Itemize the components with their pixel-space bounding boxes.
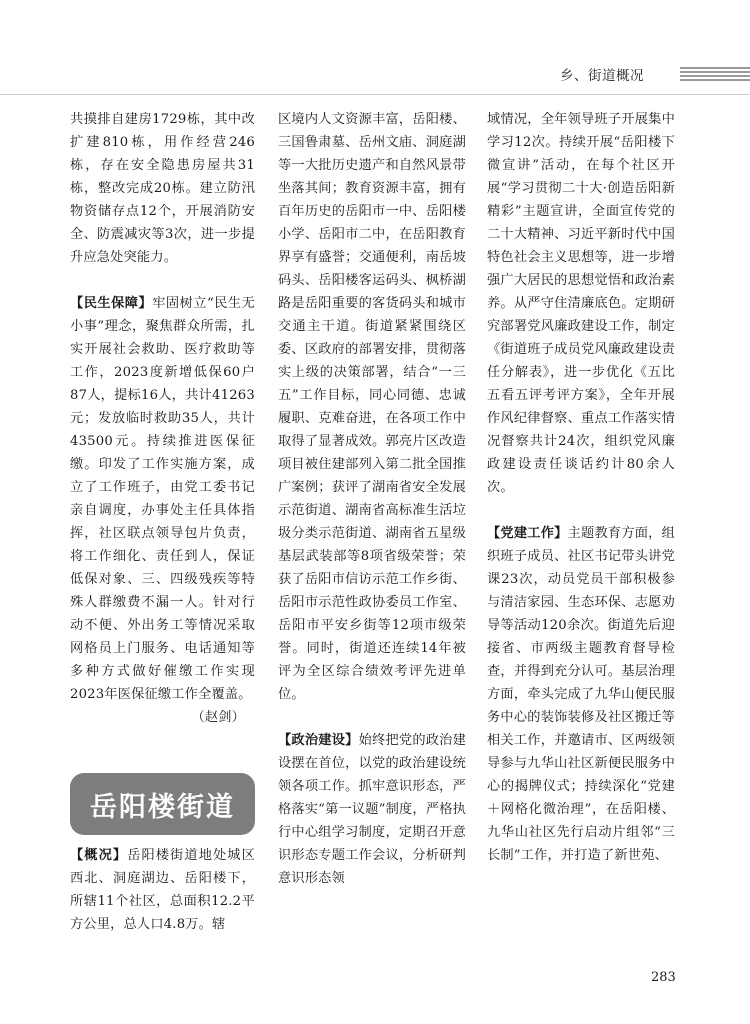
- col3-paragraph-2: [487, 522, 675, 867]
- col2-paragraph-2: [278, 729, 466, 890]
- col1-paragraph-2: [70, 292, 255, 706]
- col1-paragraph-3: [70, 844, 255, 936]
- col3-paragraph-2-text: 主题教育方面，组织班子成员、社区书记带头讲党课23次，动员党员干部积极参与清洁家园、生态环保、志愿劝导等活动120余次。街道先后迎接省、市两级主题教育督导检查，并得到充分认可。基层治理方面，牵头完成了九华山便民服务中心的装饰装修及社区搬迁等相关工作，并邀请市、区两级领导参与九华山社区新便民服务中心的揭牌仪式；持续深化“党建＋网格化微治理”，在岳阳楼、九华山社区先行启动片组邻“三长制”工作，并打造了新世苑、: [487, 526, 675, 863]
- column-1: [70, 108, 255, 729]
- column-1-bottom: [70, 844, 255, 936]
- col3-paragraph-1: 域情况，全年领导班子开展集中学习12次。持续开展“岳阳楼下微宣讲”活动，在每个社区开展“学习贯彻二十大·创造岳阳新精彩”主题宣讲，全面宣传党的二十大精神、习近平新时代中国特色社会主义思想等，进一步增强广大居民的思想觉悟和政治素养。从严守住清廉底色。定期研究部署党风廉政建设工作，制定《街道班子成员党风廉政建设责任分解表》，进一步优化《五比五看五评考评方案》，全年开展作风纪律督察、重点工作落实情况督察共计24次，组织党风廉政建设责任谈话约计80余人次。: [487, 112, 675, 495]
- author-credit: （赵剑）: [191, 710, 245, 725]
- header-title: 乡、街道概况: [560, 68, 644, 84]
- col2-paragraph-1: 区境内人文资源丰富，岳阳楼、三国鲁肃墓、岳州文庙、洞庭湖等一大批历史遗产和自然风景带坐落其间；教育资源丰富，拥有百年历史的岳阳市一中、岳阳楼小学、岳阳市二中，在岳阳教育界享有盛誉；交通便利，南岳坡码头、岳阳楼客运码头、枫桥湖路是岳阳重要的客货码头和城市交通主干道。街道紧紧围绕区委、区政府的部署安排，贯彻落实上级的决策部署，结合“一三五”工作目标，同心同德、忠诚履职、克难奋进，在各项工作中取得了显著成效。郭亮片区改造项目被住建部列入第二批全国推广案例；获评了湖南省安全发展示范街道、湖南省高标准生活垃圾分类示范街道、湖南省五星级基层武装部等8项省级荣誉；荣获了岳阳市信访示范工作乡街、岳阳市示范性政协委员工作室、岳阳市平安乡街等12项市级荣誉。同时，街道还连续14年被评为全区综合绩效考评先进单位。: [278, 112, 466, 702]
- section-heading-dangjian: 【党建工作】: [487, 526, 568, 541]
- header-decoration-lines: [680, 67, 750, 83]
- section-heading-minsheng: 【民生保障】: [70, 296, 153, 311]
- section-heading-zhengzhi: 【政治建设】: [278, 733, 359, 748]
- page-header: [0, 64, 750, 88]
- page-number: 283: [651, 970, 676, 985]
- section-banner: 岳阳楼街道: [70, 773, 255, 835]
- column-2: [278, 108, 466, 890]
- col1-paragraph-3-text: 岳阳楼街道地处城区西北、洞庭湖边、岳阳楼下，所辖11个社区，总面积12.2平方公里，总人口4.8万。辖: [70, 848, 255, 932]
- column-3: [487, 108, 675, 867]
- col2-paragraph-2-text: 始终把党的政治建设摆在首位，以党的政治建设统领各项工作。抓牢意识形态，严格落实“第一议题”制度，严格执行中心组学习制度，定期召开意识形态专题工作会议，分析研判意识形态领: [278, 733, 466, 886]
- col1-paragraph-2-text: 牢固树立“民生无小事”理念，聚焦群众所需，扎实开展社会救助、医疗救助等工作，2023度新增低保60户87人，提标16人，共计41263元；发放临时救助35人，共计43500元。持续推进医保征缴。印发了工作实施方案，成立了工作班子，由党工委书记亲自调度，办事处主任具体指挥，社区联点领导包片负责，将工作细化、责任到人，保证低保对象、三、四级残疾等特殊人群缴费不漏一人。针对行动不便、外出务工等情况采取网格员上门服务、电话通知等多种方式做好催缴工作实现2023年医保征缴工作全覆盖。: [70, 296, 256, 702]
- section-heading-gaikuang: 【概况】: [70, 848, 128, 863]
- header-rule: [0, 94, 750, 95]
- col1-paragraph-1: 共摸排自建房1729栋，其中改扩建810栋，用作经营246栋，存在安全隐患房屋共31栋，整改完成20栋。建立防汛物资储存点12个，开展消防安全、防震减灾等3次，进一步提升应急处突能力。: [70, 112, 255, 265]
